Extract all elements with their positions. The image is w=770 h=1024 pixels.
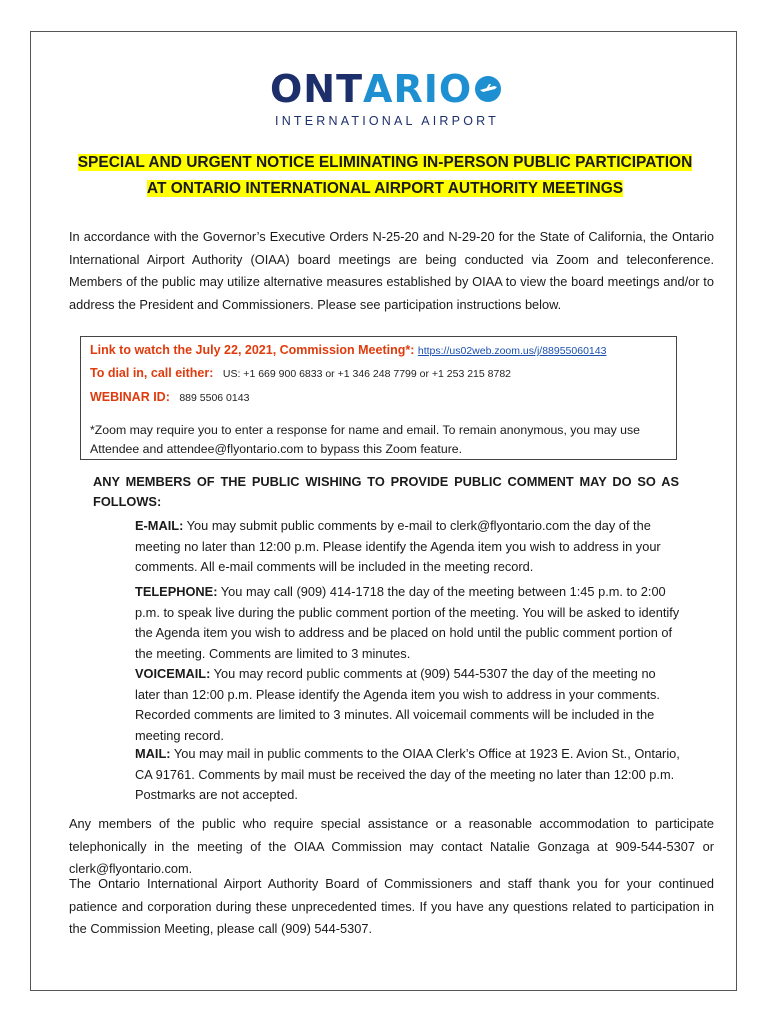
method-label: TELEPHONE: (135, 584, 218, 599)
zoom-link[interactable]: https://us02web.zoom.us/j/88955060143 (417, 345, 607, 357)
notice-title (44, 150, 726, 202)
ontario-airport-logo (240, 66, 530, 132)
method-label: MAIL: (135, 746, 171, 761)
method-mail (135, 744, 681, 806)
logo-word-ario: ARIO (363, 67, 473, 111)
method-label: VOICEMAIL: (135, 666, 211, 681)
method-text: You may record public comments at (909) 544-5307 the day of the meeting no later than 12:00 p.m. Please identify the Agenda item you wish to address in your comments. Recorded comments are limited to 3 minutes. All voicemail comments will be included in the meeting record. (135, 666, 660, 743)
public-comment-heading: ANY MEMBERS OF THE PUBLIC WISHING TO PROVIDE PUBLIC COMMENT MAY DO SO AS FOLLOWS: (93, 474, 679, 509)
watch-label: Link to watch the July 22, 2021, Commission Meeting*: (90, 343, 415, 357)
dial-label: To dial in, call either: (90, 366, 214, 380)
zoom-note: *Zoom may require you to enter a response for name and email. To remain anonymous, you may use Attendee and attendee@flyontario.com to bypass this Zoom feature. (90, 423, 640, 456)
title-line-1: SPECIAL AND URGENT NOTICE ELIMINATING IN-PERSON PUBLIC PARTICIPATION (77, 154, 693, 171)
method-label: E-MAIL: (135, 518, 184, 533)
webinar-label: WEBINAR ID: (90, 390, 170, 404)
logo-word-ont: ONT (270, 67, 364, 111)
method-voicemail (135, 664, 681, 746)
method-text: You may submit public comments by e-mail to clerk@flyontario.com the day of the meeting no later than 12:00 p.m. Please identify the Agenda item you wish to address in your comments. All e-mail comments will be included in the meeting record. (135, 518, 661, 574)
webinar-line (90, 390, 249, 404)
watch-line (90, 343, 606, 357)
logo-subtitle: INTERNATIONAL AIRPORT (275, 114, 499, 128)
webinar-id: 889 5506 0143 (179, 392, 250, 404)
airplane-icon (474, 75, 502, 103)
logo-wordmark (270, 66, 502, 112)
dial-numbers: US: +1 669 900 6833 or +1 346 248 7799 or +1 253 215 8782 (222, 368, 512, 380)
method-text: You may mail in public comments to the OIAA Clerk’s Office at 1923 E. Avion St., Ontario, CA 91761. Comments by mail must be received the day of the meeting no later than 12:00 p.m. Postmarks are not accepted. (135, 746, 680, 802)
intro-paragraph: In accordance with the Governor’s Executive Orders N-25-20 and N-29-20 for the State of California, the Ontario International Airport Authority (OIAA) board meetings are being conducted via Zoom and teleconference. Members of the public may utilize alternative measures established by OIAA to view the board meetings and/or to address the President and Commissioners. Please see participation instructions below. (69, 229, 714, 312)
method-email (135, 516, 681, 578)
method-text: You may call (909) 414-1718 the day of the meeting between 1:45 p.m. to 2:00 p.m. to speak live during the public comment portion of the meeting. You will be asked to identify the Agenda item you wish to address and be placed on hold until the public comment portion of the meeting. Comments are limited to 3 minutes. (135, 584, 680, 661)
method-telephone (135, 582, 681, 664)
title-line-2: AT ONTARIO INTERNATIONAL AIRPORT AUTHORITY MEETINGS (146, 180, 624, 197)
thanks-paragraph: The Ontario International Airport Authority Board of Commissioners and staff thank you for your continued patience and corporation during these unprecedented times. If you have any questions related to participation in the Commission Meeting, please call (909) 544-5307. (69, 876, 714, 936)
assistance-paragraph: Any members of the public who require special assistance or a reasonable accommodation to participate telephonically in the meeting of the OIAA Commission may contact Natalie Gonzaga at 909-544-5307 or clerk@flyontario.com. (69, 816, 714, 876)
meeting-access-box (80, 336, 677, 460)
dial-line (90, 366, 511, 380)
